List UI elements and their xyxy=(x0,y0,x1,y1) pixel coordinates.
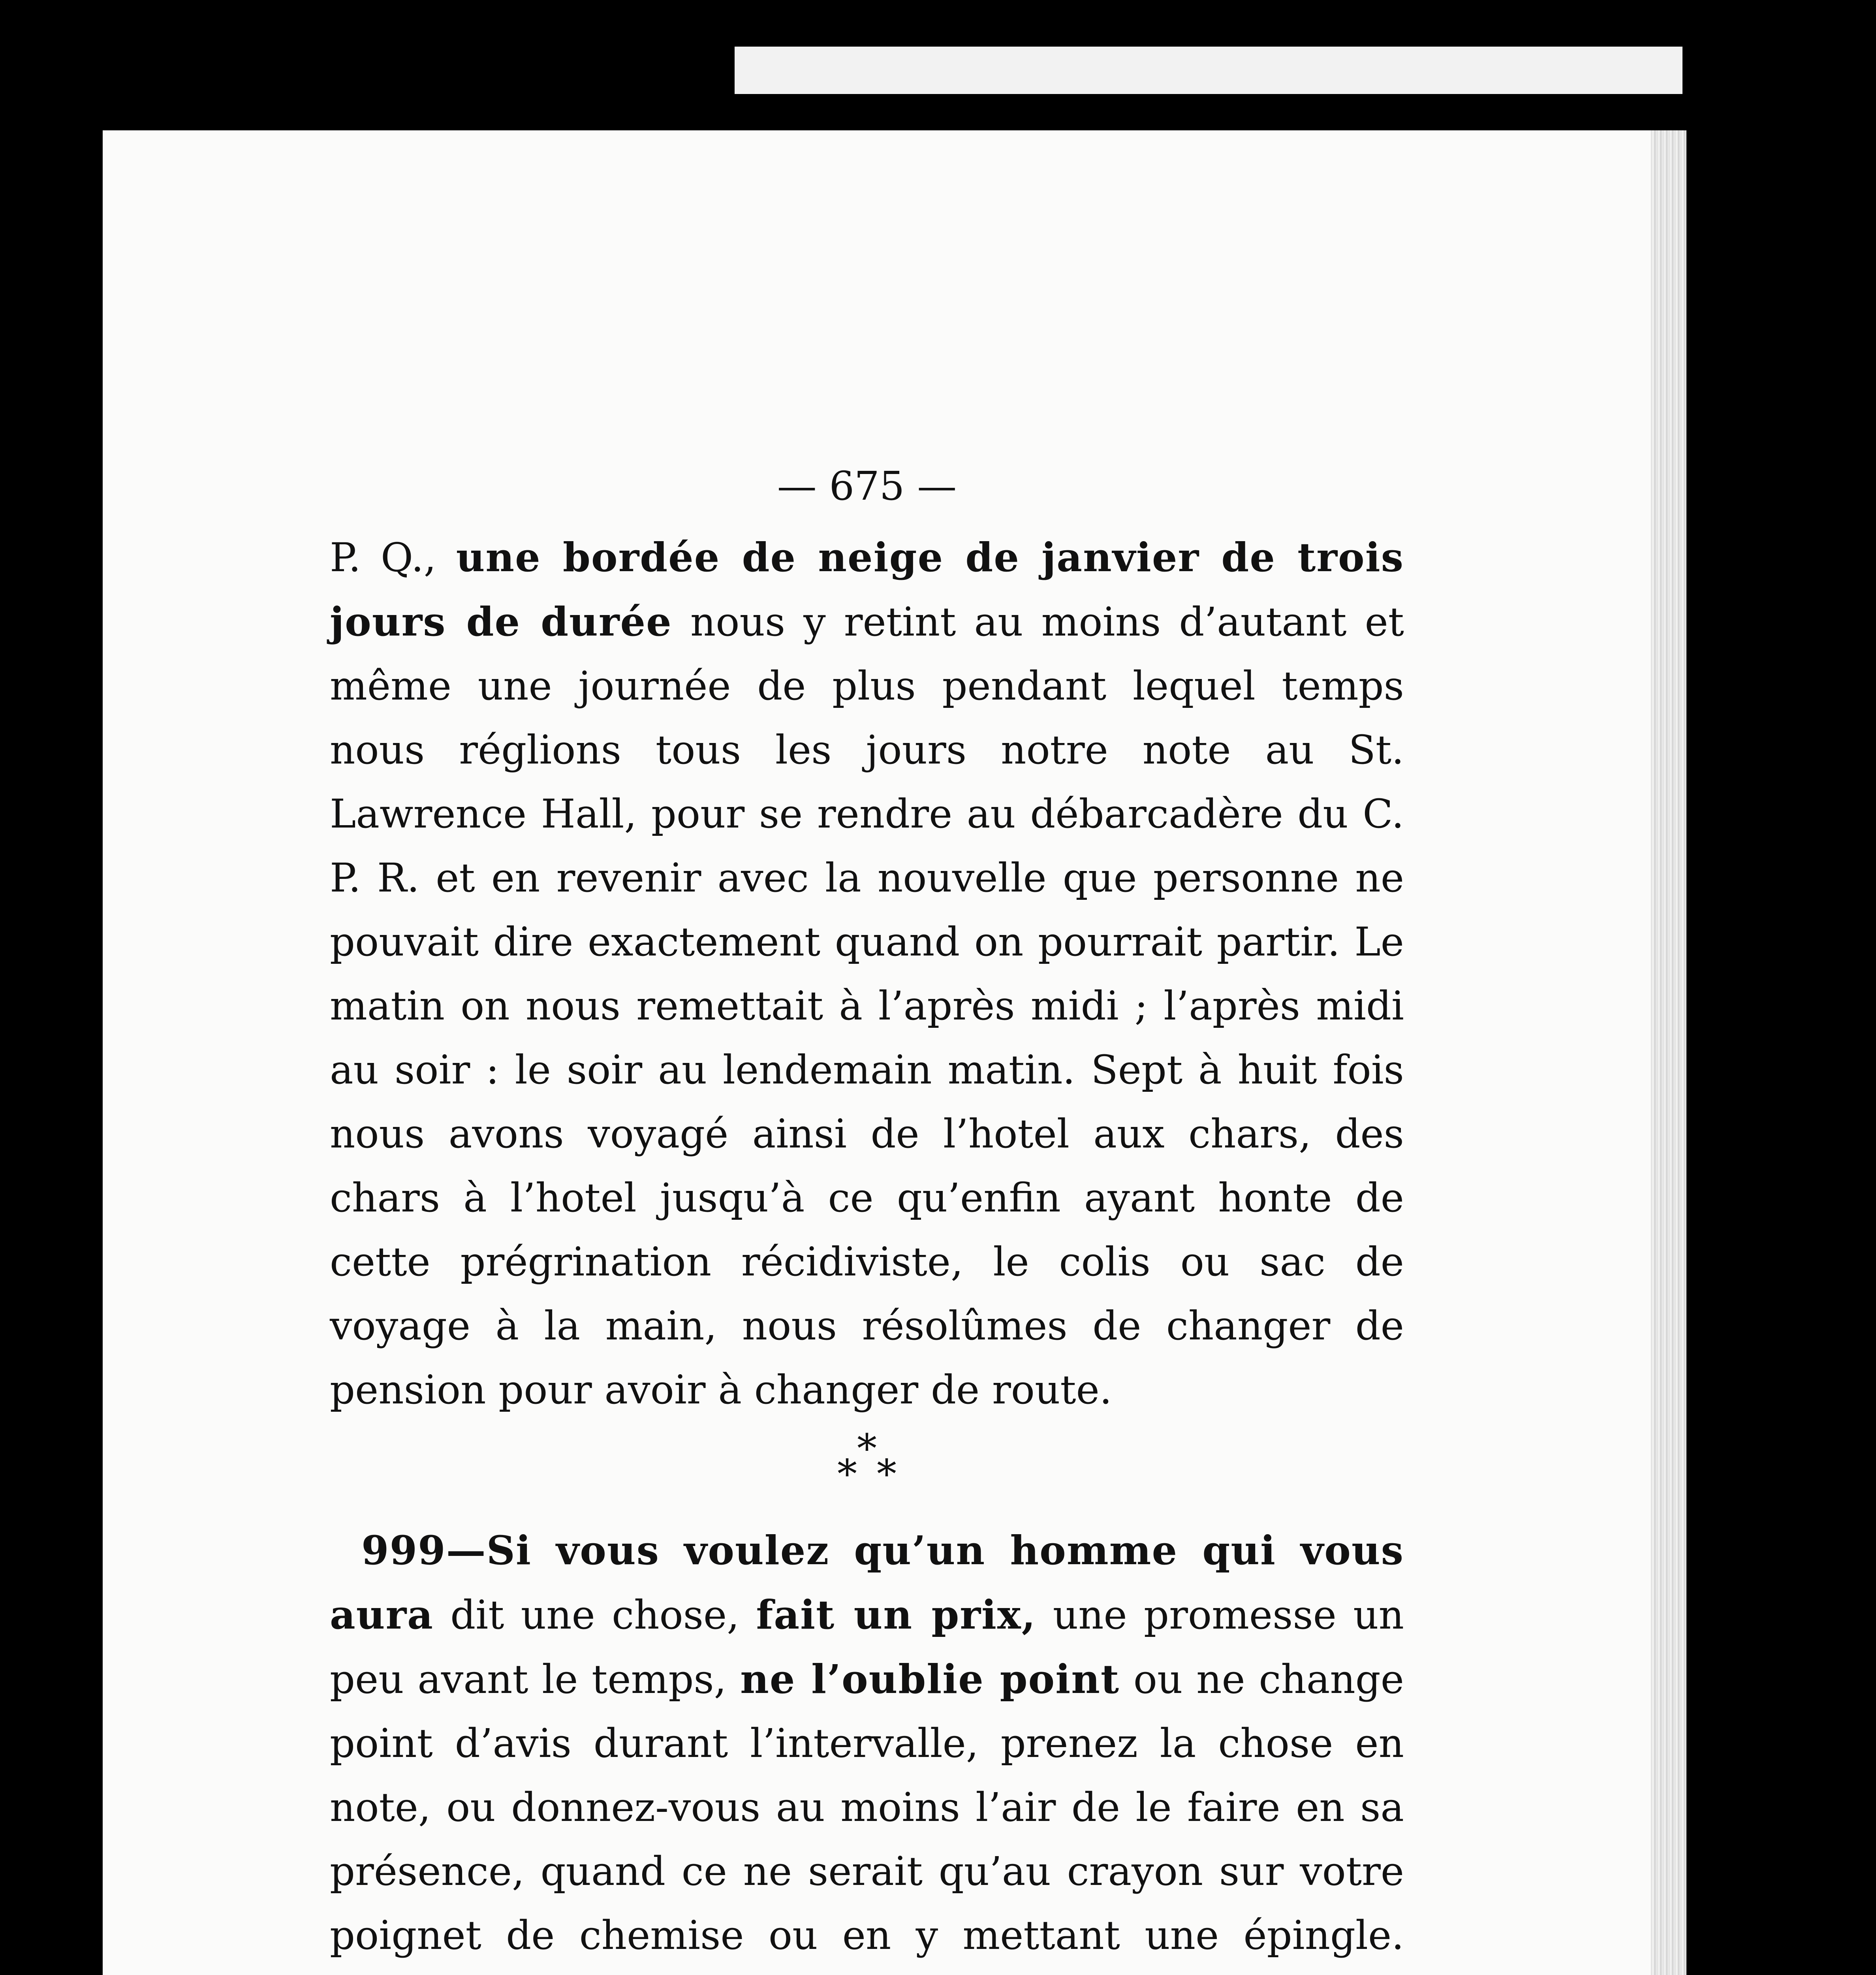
paragraph-1 xyxy=(330,525,1404,1422)
paragraph-2-text-3: ou ne change point d’avis durant l’intervalle, prenez la chose en note, ou donnez-vous au moins l’air de le faire en sa présence, quand ce ne serait qu’au crayon sur votre poignet de chemise ou en y mettant une épingle. xyxy=(330,1656,1404,1959)
page-number: — 675 — xyxy=(777,463,957,509)
asterism-top: * xyxy=(857,1426,877,1472)
paragraph-1-rest: nous y retint au moins d’autant et même une journée de plus pendant lequel temps nous réglions tous les jours notre note au St. Lawrence Hall, pour se rendre au débarcadère du C. P. R. et en revenir avec la nouvelle que personne ne pouvait dire exactement quand on pourrait partir. Le matin on nous remettait à l’après midi ; l’après midi au soir : le soir au lendemain matin. Sept à huit fois nous avons voyagé ainsi de l’hotel aux chars, des chars à l’hotel jusqu’à ce qu’enfin ayant honte de cette prégrination récidiviste, le colis ou sac de voyage à la main, nous résolûmes de changer de pension pour avoir à changer de route. xyxy=(330,599,1404,1413)
paragraph-2-bold-1: fait un prix, xyxy=(756,1591,1036,1638)
page-text xyxy=(330,454,1404,1975)
paragraph-2 xyxy=(330,1518,1404,1975)
paragraph-2-heading: 999—Si vous voulez qu’un homme qui vous aura xyxy=(330,1527,1404,1638)
asterism-left: * xyxy=(837,1451,857,1497)
top-page-edge xyxy=(735,47,1682,94)
paragraph-2-text-1: dit une chose, xyxy=(433,1592,756,1638)
paragraph-1-start: P. Q., xyxy=(330,534,456,581)
page-stack-edge xyxy=(1651,130,1686,1975)
asterism-right: * xyxy=(877,1451,897,1497)
asterism-separator xyxy=(330,1426,1404,1506)
book-page xyxy=(103,130,1686,1975)
paragraph-2-text-2: une promesse un peu avant le temps, xyxy=(330,1592,1404,1703)
paragraph-2-bold-2: ne l’oublie point xyxy=(740,1656,1120,1703)
paragraph-1-bold: une bordée de neige de janvier de trois jours de durée xyxy=(330,534,1404,645)
